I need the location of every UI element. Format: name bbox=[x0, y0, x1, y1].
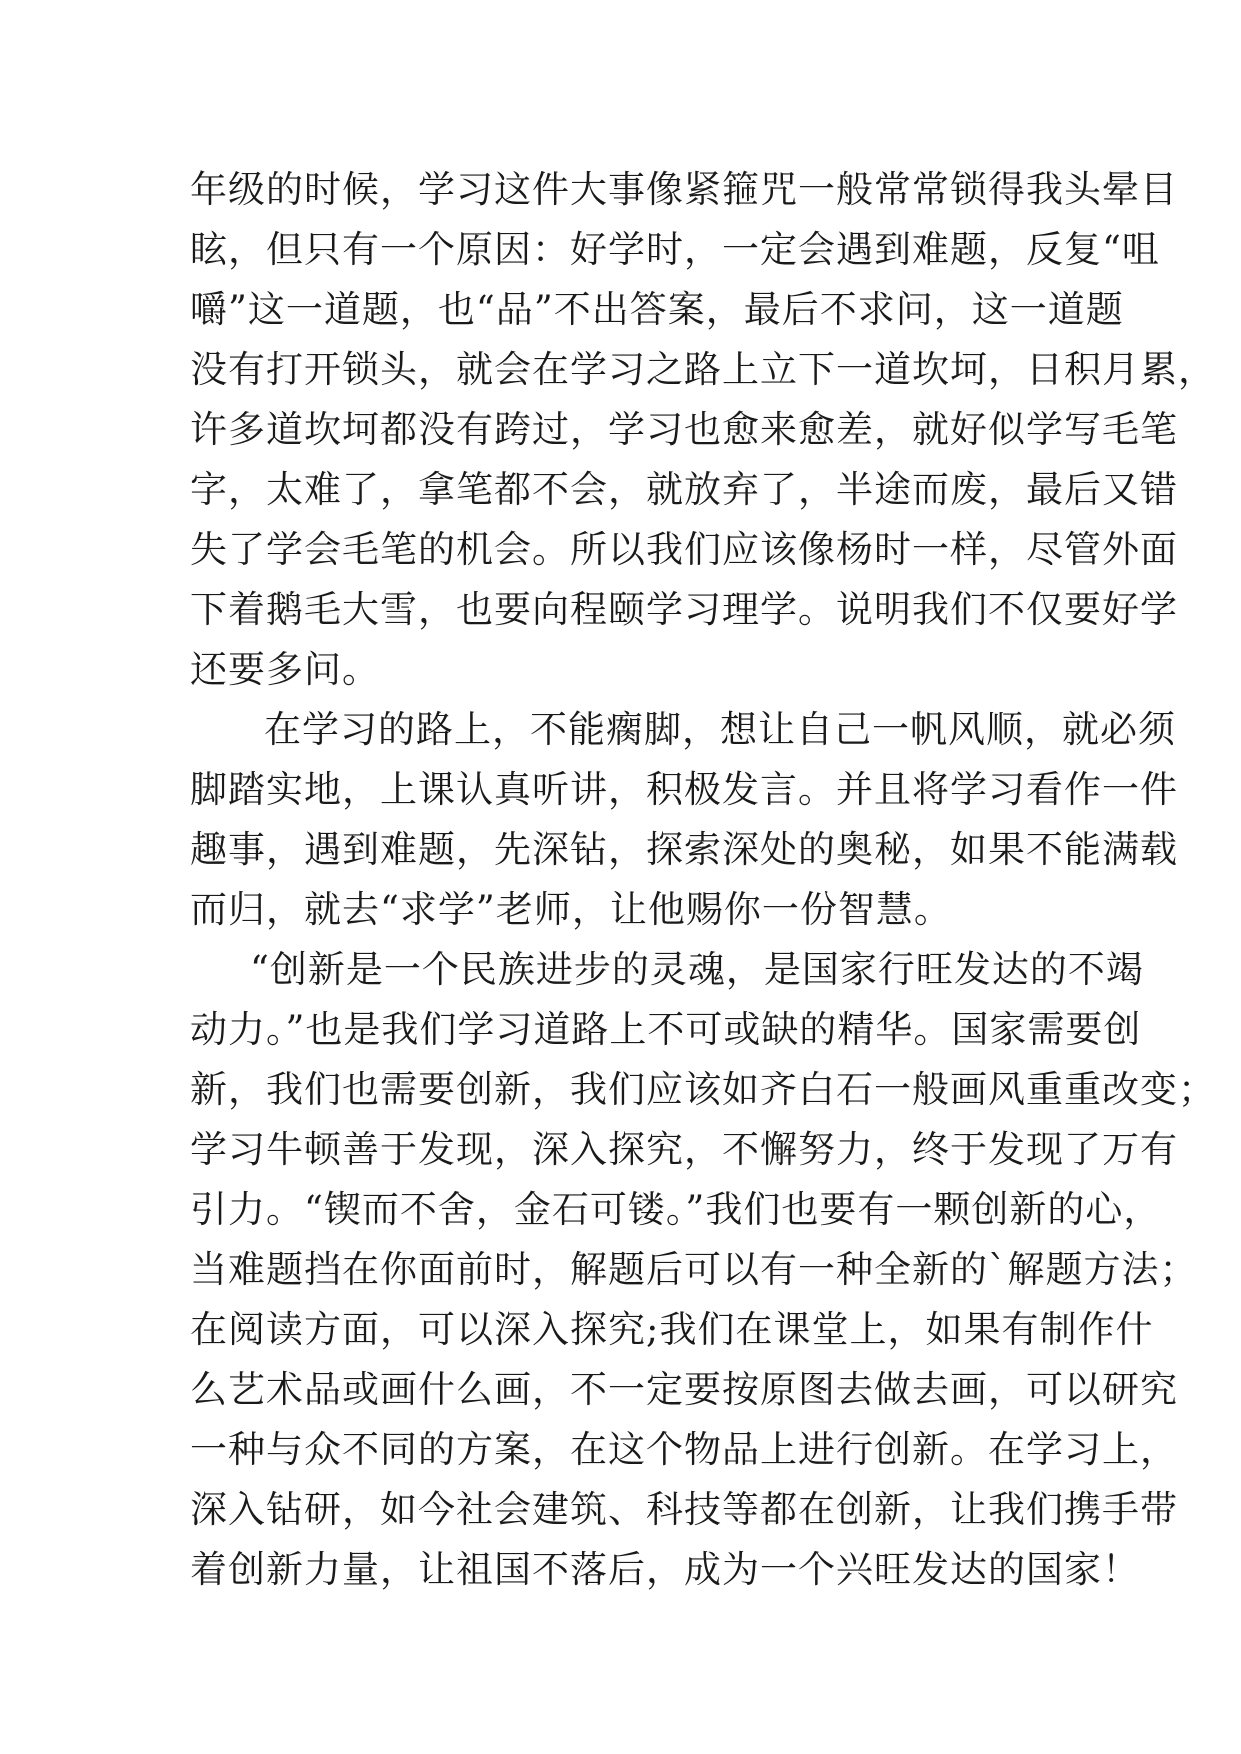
text-line: 新，我们也需要创新，我们应该如齐白石一般画风重重改变； bbox=[190, 1068, 1216, 1111]
document-body bbox=[190, 160, 1216, 1600]
paragraph-first-line: “创新是一个民族进步的灵魂，是国家行旺发达的不竭 bbox=[250, 948, 1144, 991]
text-line: 嚼”这一道题，也“品”不出答案，最后不求问，这一道题 bbox=[190, 288, 1124, 331]
text-line: 眩，但只有一个原因：好学时，一定会遇到难题，反复“咀 bbox=[190, 228, 1160, 271]
text-line: 动力。”也是我们学习道路上不可或缺的精华。国家需要创 bbox=[190, 1008, 1142, 1051]
text-line: 么艺术品或画什么画，不一定要按原图去做去画，可以研究 bbox=[190, 1368, 1178, 1411]
text-line: 在阅读方面，可以深入探究;我们在课堂上，如果有制作什 bbox=[190, 1308, 1154, 1351]
text-line: 没有打开锁头，就会在学习之路上立下一道坎坷，日积月累， bbox=[190, 348, 1216, 391]
text-line: 趣事，遇到难题，先深钻，探索深处的奥秘，如果不能满载 bbox=[190, 828, 1178, 871]
text-line: 学习牛顿善于发现，深入探究，不懈努力，终于发现了万有 bbox=[190, 1128, 1178, 1171]
paragraph-first-line: 在学习的路上，不能瘸脚，想让自己一帆风顺，就必须 bbox=[264, 708, 1176, 751]
text-line: 许多道坎坷都没有跨过，学习也愈来愈差，就好似学写毛笔 bbox=[190, 408, 1178, 451]
text-line: 年级的时候，学习这件大事像紧箍咒一般常常锁得我头晕目 bbox=[190, 168, 1178, 211]
text-line: 而归，就去“求学”老师，让他赐你一份智慧。 bbox=[190, 888, 952, 931]
text-line: 字，太难了，拿笔都不会，就放弃了，半途而废，最后又错 bbox=[190, 468, 1178, 511]
text-line: 一种与众不同的方案，在这个物品上进行创新。在学习上， bbox=[190, 1428, 1178, 1471]
text-line: 深入钻研，如今社会建筑、科技等都在创新，让我们携手带 bbox=[190, 1488, 1178, 1531]
text-line: 着创新力量，让祖国不落后，成为一个兴旺发达的国家！ bbox=[190, 1548, 1140, 1591]
text-line: 当难题挡在你面前时，解题后可以有一种全新的`解题方法； bbox=[190, 1248, 1198, 1291]
text-line: 下着鹅毛大雪，也要向程颐学习理学。说明我们不仅要好学 bbox=[190, 588, 1178, 631]
text-line: 还要多问。 bbox=[190, 648, 380, 691]
text-line: 脚踏实地，上课认真听讲，积极发言。并且将学习看作一件 bbox=[190, 768, 1178, 811]
text-line: 引力。“锲而不舍，金石可镂。”我们也要有一颗创新的心， bbox=[190, 1188, 1162, 1231]
text-line: 失了学会毛笔的机会。所以我们应该像杨时一样，尽管外面 bbox=[190, 528, 1178, 571]
